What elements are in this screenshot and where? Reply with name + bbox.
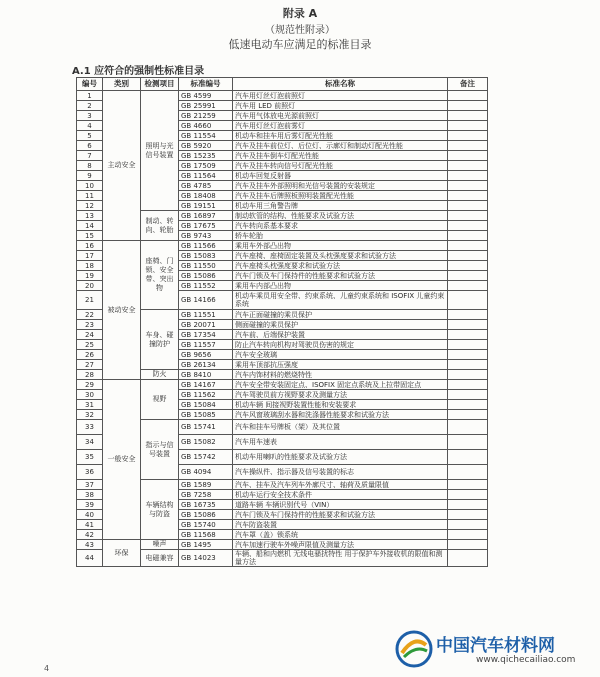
row-number: 2 (77, 101, 103, 111)
row-number: 7 (77, 151, 103, 161)
standard-code: GB 19151 (179, 201, 233, 211)
brand-logo-icon (394, 629, 434, 669)
standard-code: GB 11564 (179, 171, 233, 181)
row-number: 29 (77, 380, 103, 390)
remarks-cell (448, 121, 488, 131)
standard-name: 汽车座椅头枕强度要求和试验方法 (233, 261, 448, 271)
watermark-brand: 中国汽车材料网 (436, 636, 555, 656)
standard-name: 汽车门锁及车门保持件的性能要求和试验方法 (233, 271, 448, 281)
row-number: 27 (77, 360, 103, 370)
standard-code: GB 16735 (179, 500, 233, 510)
standard-name: 机动车用喇叭的性能要求及试验方法 (233, 450, 448, 465)
standard-name: 汽车前、后端保护装置 (233, 330, 448, 340)
standard-code: GB 9656 (179, 350, 233, 360)
standard-code: GB 11554 (179, 131, 233, 141)
standard-code: GB 15084 (179, 400, 233, 410)
standard-name: 汽车罩（盖）锁系统 (233, 530, 448, 540)
col-header-standard-code: 标准编号 (179, 78, 233, 91)
standard-name: 汽车安全带安装固定点、ISOFIX 固定点系统及上拉带固定点 (233, 380, 448, 390)
row-number: 42 (77, 530, 103, 540)
row-number: 31 (77, 400, 103, 410)
col-header-test-item: 检测项目 (141, 78, 179, 91)
remarks-cell (448, 211, 488, 221)
standard-code: GB 4094 (179, 465, 233, 480)
remarks-cell (448, 350, 488, 360)
row-number: 32 (77, 410, 103, 420)
remarks-cell (448, 480, 488, 490)
standard-code: GB 15086 (179, 510, 233, 520)
standard-name: 制动软管的结构、性能要求及试验方法 (233, 211, 448, 221)
row-number: 14 (77, 221, 103, 231)
row-number: 38 (77, 490, 103, 500)
standard-code: GB 11568 (179, 530, 233, 540)
row-number: 6 (77, 141, 103, 151)
standard-code: GB 8410 (179, 370, 233, 380)
standard-code: GB 4785 (179, 181, 233, 191)
standard-name: 机动车回复反射器 (233, 171, 448, 181)
standard-name: 车辆、船和内燃机 无线电骚扰特性 用于保护车外接收机的限值和测量方法 (233, 550, 448, 567)
standard-code: GB 11562 (179, 390, 233, 400)
watermark (394, 629, 594, 673)
standard-code: GB 7258 (179, 490, 233, 500)
remarks-cell (448, 410, 488, 420)
row-number: 24 (77, 330, 103, 340)
remarks-cell (448, 330, 488, 340)
remarks-cell (448, 400, 488, 410)
standard-code: GB 11550 (179, 261, 233, 271)
row-number: 5 (77, 131, 103, 141)
standard-code: GB 11552 (179, 281, 233, 291)
standard-name: 道路车辆 车辆识别代号（VIN） (233, 500, 448, 510)
standard-code: GB 1589 (179, 480, 233, 490)
standard-code: GB 14166 (179, 291, 233, 310)
standard-code: GB 17509 (179, 161, 233, 171)
row-number: 10 (77, 181, 103, 191)
standard-code: GB 15742 (179, 450, 233, 465)
row-number: 19 (77, 271, 103, 281)
remarks-cell (448, 520, 488, 530)
row-number: 37 (77, 480, 103, 490)
standard-code: GB 15083 (179, 251, 233, 261)
standard-code: GB 20071 (179, 320, 233, 330)
standard-name: 机动车用三角警告牌 (233, 201, 448, 211)
remarks-cell (448, 101, 488, 111)
standard-name: 汽车门锁及车门保持件的性能要求和试验方法 (233, 510, 448, 520)
remarks-cell (448, 310, 488, 320)
standard-name: 汽车及挂车倒车灯配光性能 (233, 151, 448, 161)
row-number: 13 (77, 211, 103, 221)
standard-name: 汽车用气体放电光源前照灯 (233, 111, 448, 121)
standard-code: GB 17354 (179, 330, 233, 340)
standard-name: 汽车及挂车外部照明和光信号装置的安装规定 (233, 181, 448, 191)
appendix-nature: （规范性附录） (265, 25, 335, 36)
remarks-cell (448, 420, 488, 435)
standard-name: 侧面碰撞的乘员保护 (233, 320, 448, 330)
standard-code: GB 9743 (179, 231, 233, 241)
row-number: 25 (77, 340, 103, 350)
remarks-cell (448, 390, 488, 400)
standard-name: 汽车转向系基本要求 (233, 221, 448, 231)
standard-name: 汽车及挂车前位灯、后位灯、示廓灯和制动灯配光性能 (233, 141, 448, 151)
remarks-cell (448, 281, 488, 291)
standards-table (76, 77, 488, 567)
standard-code: GB 17675 (179, 221, 233, 231)
remarks-cell (448, 291, 488, 310)
remarks-cell (448, 261, 488, 271)
remarks-cell (448, 131, 488, 141)
remarks-cell (448, 151, 488, 161)
standard-code: GB 21259 (179, 111, 233, 121)
standard-name: 汽车加速行驶车外噪声限值及测量方法 (233, 540, 448, 550)
standard-name: 轿车轮胎 (233, 231, 448, 241)
row-number: 39 (77, 500, 103, 510)
standard-code: GB 15085 (179, 410, 233, 420)
row-number: 12 (77, 201, 103, 211)
row-number: 33 (77, 420, 103, 435)
standard-name: 乘用车内部凸出物 (233, 281, 448, 291)
row-number: 4 (77, 121, 103, 131)
row-number: 18 (77, 261, 103, 271)
row-number: 22 (77, 310, 103, 320)
standard-name: 机动车辆 间接视野装置性能和安装要求 (233, 400, 448, 410)
standard-code: GB 1495 (179, 540, 233, 550)
row-number: 20 (77, 281, 103, 291)
row-number: 28 (77, 370, 103, 380)
table-row (77, 380, 488, 390)
standard-name: 机动车和挂车用后雾灯配光性能 (233, 131, 448, 141)
page-number: 4 (44, 664, 50, 673)
remarks-cell (448, 171, 488, 181)
remarks-cell (448, 490, 488, 500)
standard-code: GB 16897 (179, 211, 233, 221)
standard-code: GB 4599 (179, 91, 233, 101)
standard-name: 汽车驾驶员前方视野要求及测量方法 (233, 390, 448, 400)
row-number: 40 (77, 510, 103, 520)
row-number: 8 (77, 161, 103, 171)
remarks-cell (448, 380, 488, 390)
row-number: 44 (77, 550, 103, 567)
row-number: 35 (77, 450, 103, 465)
standard-code: GB 15082 (179, 435, 233, 450)
remarks-cell (448, 540, 488, 550)
row-number: 1 (77, 91, 103, 101)
standard-code: GB 15086 (179, 271, 233, 281)
standard-code: GB 15740 (179, 520, 233, 530)
category-cell: 被动安全 (103, 241, 141, 380)
remarks-cell (448, 370, 488, 380)
row-number: 21 (77, 291, 103, 310)
row-number: 23 (77, 320, 103, 330)
test-item-cell: 座椅、门锁、安全带、突出物 (141, 241, 179, 310)
standard-name: 汽车安全玻璃 (233, 350, 448, 360)
remarks-cell (448, 201, 488, 211)
table-body (77, 91, 488, 567)
standard-code: GB 18408 (179, 191, 233, 201)
row-number: 17 (77, 251, 103, 261)
standard-code: GB 5920 (179, 141, 233, 151)
test-item-cell: 防火 (141, 370, 179, 380)
remarks-cell (448, 360, 488, 370)
remarks-cell (448, 221, 488, 231)
remarks-cell (448, 181, 488, 191)
test-item-cell: 噪声 (141, 540, 179, 550)
test-item-cell: 视野 (141, 380, 179, 420)
table-row (77, 241, 488, 251)
remarks-cell (448, 500, 488, 510)
standard-name: 防止汽车转向机构对驾驶员伤害的规定 (233, 340, 448, 350)
remarks-cell (448, 465, 488, 480)
remarks-cell (448, 241, 488, 251)
remarks-cell (448, 111, 488, 121)
table-row (77, 540, 488, 550)
standard-name: 汽车座椅、座椅固定装置及头枕强度要求和试验方法 (233, 251, 448, 261)
standard-name: 汽车用车速表 (233, 435, 448, 450)
standard-code: GB 11566 (179, 241, 233, 251)
remarks-cell (448, 191, 488, 201)
standard-code: GB 14167 (179, 380, 233, 390)
row-number: 36 (77, 465, 103, 480)
remarks-cell (448, 161, 488, 171)
test-item-cell: 制动、转向、轮胎 (141, 211, 179, 241)
row-number: 30 (77, 390, 103, 400)
test-item-cell: 车辆结构与防盗 (141, 480, 179, 540)
row-number: 9 (77, 171, 103, 181)
table-row (77, 91, 488, 101)
category-cell: 环保 (103, 540, 141, 567)
standard-name: 汽车、挂车及汽车列车外廓尺寸、轴荷及质量限值 (233, 480, 448, 490)
standard-name: 汽车用灯丝灯泡前雾灯 (233, 121, 448, 131)
standard-name: 汽车及挂车后牌照板照明装置配光性能 (233, 191, 448, 201)
remarks-cell (448, 550, 488, 567)
category-cell: 主动安全 (103, 91, 141, 241)
standard-name: 机动车运行安全技术条件 (233, 490, 448, 500)
remarks-cell (448, 510, 488, 520)
remarks-cell (448, 450, 488, 465)
standard-name: 汽车操纵件、指示器及信号装置的标志 (233, 465, 448, 480)
standard-code: GB 11557 (179, 340, 233, 350)
watermark-url: www.qichecailiao.com (476, 655, 576, 665)
standard-name: 汽车和挂车号牌板（架）及其位置 (233, 420, 448, 435)
remarks-cell (448, 340, 488, 350)
standard-name: 乘用车外部凸出物 (233, 241, 448, 251)
remarks-cell (448, 141, 488, 151)
row-number: 3 (77, 111, 103, 121)
row-number: 16 (77, 241, 103, 251)
appendix-title: 低速电动车应满足的标准目录 (228, 38, 372, 51)
col-header-standard-name: 标准名称 (233, 78, 448, 91)
section-title: A.1 应符合的强制性标准目录 (72, 66, 205, 77)
row-number: 15 (77, 231, 103, 241)
standard-code: GB 14023 (179, 550, 233, 567)
standard-code: GB 25991 (179, 101, 233, 111)
standard-name: 乘用车顶部抗压强度 (233, 360, 448, 370)
remarks-cell (448, 320, 488, 330)
appendix-heading: 附录 A (282, 7, 318, 20)
standard-name: 汽车内饰材料的燃烧特性 (233, 370, 448, 380)
standard-name: 汽车及挂车转向信号灯配光性能 (233, 161, 448, 171)
row-number: 11 (77, 191, 103, 201)
test-item-cell: 电磁兼容 (141, 550, 179, 567)
row-number: 26 (77, 350, 103, 360)
row-number: 43 (77, 540, 103, 550)
standard-code: GB 11551 (179, 310, 233, 320)
remarks-cell (448, 530, 488, 540)
standard-name: 汽车风窗玻璃刮水器和洗涤器性能要求和试验方法 (233, 410, 448, 420)
remarks-cell (448, 271, 488, 281)
standard-name: 机动车乘员用安全带、约束系统、儿童约束系统和 ISOFIX 儿童约束系统 (233, 291, 448, 310)
col-header-remarks: 备注 (448, 78, 488, 91)
standard-code: GB 26134 (179, 360, 233, 370)
standard-name: 汽车用 LED 前照灯 (233, 101, 448, 111)
row-number: 41 (77, 520, 103, 530)
col-header-category: 类别 (103, 78, 141, 91)
standard-name: 汽车用灯丝灯泡前照灯 (233, 91, 448, 101)
col-header-no: 编号 (77, 78, 103, 91)
remarks-cell (448, 231, 488, 241)
standard-name: 汽车正面碰撞的乘员保护 (233, 310, 448, 320)
standard-code: GB 15235 (179, 151, 233, 161)
row-number: 34 (77, 435, 103, 450)
test-item-cell: 指示与信号装置 (141, 420, 179, 480)
test-item-cell: 车身、碰撞防护 (141, 310, 179, 370)
remarks-cell (448, 251, 488, 261)
remarks-cell (448, 91, 488, 101)
standard-name: 汽车防盗装置 (233, 520, 448, 530)
category-cell: 一般安全 (103, 380, 141, 540)
table-header-row (77, 78, 488, 91)
test-item-cell: 照明与光信号装置 (141, 91, 179, 211)
standard-code: GB 4660 (179, 121, 233, 131)
remarks-cell (448, 435, 488, 450)
standard-code: GB 15741 (179, 420, 233, 435)
